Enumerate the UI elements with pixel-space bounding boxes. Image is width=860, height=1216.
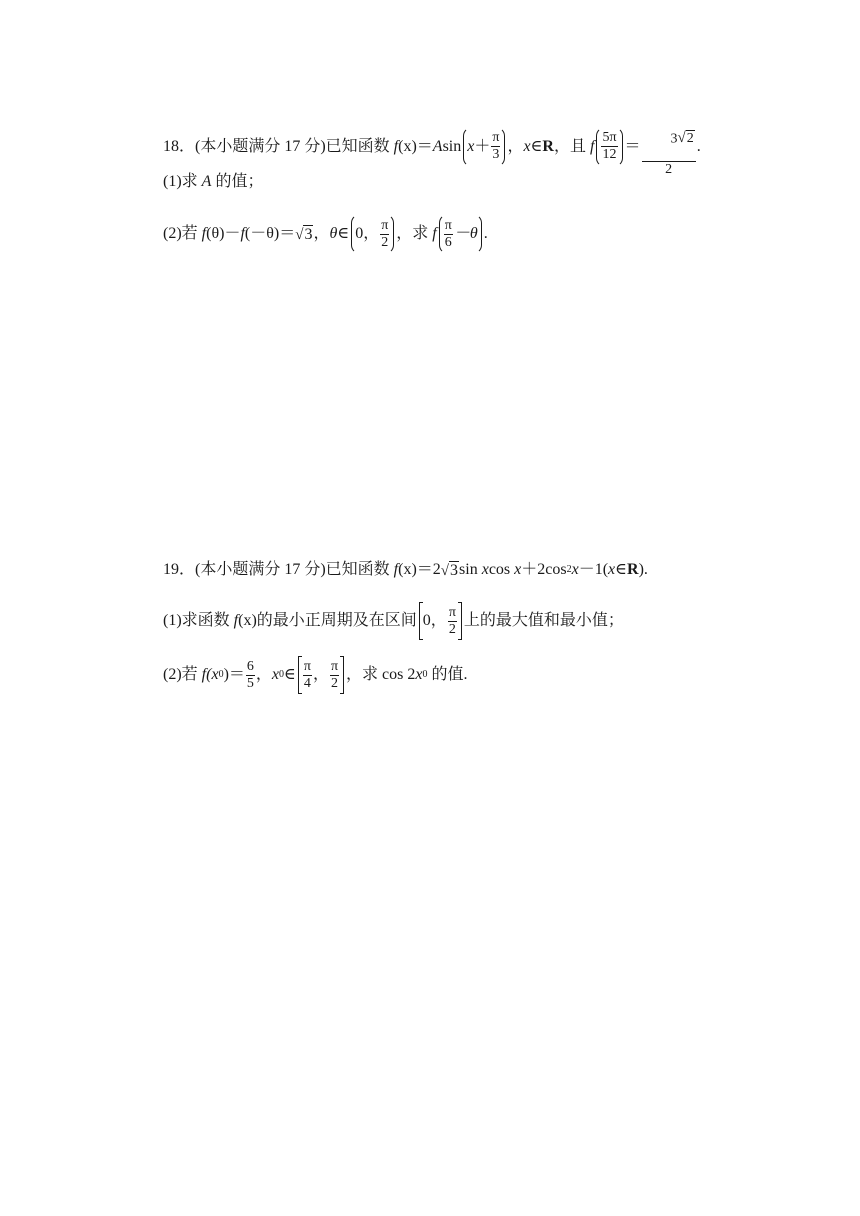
q18-2-theta3: θ bbox=[329, 225, 338, 242]
q18-2-sqrt3 bbox=[295, 225, 313, 244]
q18-2-f-arg bbox=[439, 214, 482, 254]
q18-5pi-over-12 bbox=[601, 131, 617, 162]
radical-icon: √ bbox=[295, 227, 304, 244]
q18-frac-num: π bbox=[492, 130, 500, 146]
q18-frac2-num: 5π bbox=[602, 130, 617, 146]
sqrt-sign bbox=[678, 130, 695, 146]
q19-2-text-b: ，求 cos 2 bbox=[346, 666, 416, 683]
q19-2-sub0c: 0 bbox=[422, 669, 428, 680]
q19-x2: x bbox=[514, 561, 522, 578]
q18-pi-over-3 bbox=[491, 131, 500, 162]
q19-2-x0a: (x bbox=[206, 666, 219, 683]
bracket-corner bbox=[298, 656, 302, 657]
q19-part2 bbox=[163, 656, 468, 694]
q19-2-frac2-num: π bbox=[303, 658, 311, 674]
q19-cos: cos bbox=[488, 561, 515, 578]
q19-x1: x bbox=[481, 561, 489, 578]
bracket-corner bbox=[340, 693, 344, 694]
q19-2-sub0b: 0 bbox=[279, 669, 285, 680]
q18-sin: sin bbox=[442, 137, 462, 155]
q18-1-text-a: (1)求 bbox=[163, 173, 202, 190]
q18-radicand: 2 bbox=[686, 131, 694, 146]
q18-x-in: x bbox=[523, 137, 531, 155]
q19-body-c: －1( bbox=[578, 561, 609, 578]
q18-2-f1: f bbox=[201, 225, 207, 242]
q19-1-pi-over-2 bbox=[448, 606, 457, 637]
q18-2-period: . bbox=[483, 225, 488, 242]
q18-2-frac-num: π bbox=[381, 217, 389, 233]
q19-1-frac-den: 2 bbox=[448, 621, 456, 637]
q18-2-pi-over-2 bbox=[380, 219, 389, 250]
q19-R: R bbox=[627, 561, 639, 578]
radical-icon: √ bbox=[440, 563, 450, 580]
q18-2-theta1: (θ)－ bbox=[206, 225, 241, 242]
q18-value-frac bbox=[642, 116, 696, 177]
q18-2-interval bbox=[351, 214, 394, 254]
q18-1-text-b: 的值； bbox=[211, 173, 264, 190]
q19-end: ). bbox=[638, 561, 648, 578]
q18-2-radicand: 3 bbox=[304, 225, 313, 243]
bracket-corner bbox=[458, 602, 462, 603]
q19-2-sub0a: 0 bbox=[218, 669, 224, 680]
q18-f-arg-paren bbox=[596, 127, 622, 167]
q19-1-text-c: 上的最大值和最小值； bbox=[463, 612, 624, 629]
q18-2-zero: 0， bbox=[355, 225, 380, 242]
radical-icon: √ bbox=[677, 130, 686, 147]
q19-part1 bbox=[163, 602, 624, 640]
q18-f: f bbox=[393, 137, 399, 155]
q18-2-frac2-num: π bbox=[444, 217, 452, 233]
q19-x3: x bbox=[571, 561, 579, 578]
q18-value-three: 3 bbox=[670, 131, 678, 147]
q19-2-in: ∈ bbox=[284, 666, 296, 683]
q19-1-zero: 0， bbox=[422, 612, 447, 629]
q19-prefix: 19．(本小题满分 17 分)已知函数 bbox=[163, 561, 394, 578]
q18-R: R bbox=[542, 137, 554, 155]
q18-comma: ， bbox=[507, 137, 524, 155]
q19-2-frac3-num: π bbox=[330, 658, 339, 674]
q18-part2 bbox=[163, 214, 488, 254]
q19-1-text-a: (1)求函数 bbox=[163, 612, 234, 629]
q19-x-eq: (x)＝2 bbox=[398, 561, 441, 578]
q18-arg-x: x bbox=[467, 137, 475, 155]
q19-2-frac-num: 6 bbox=[246, 658, 254, 674]
q19-square: 2 bbox=[566, 564, 572, 575]
q18-frac-den: 3 bbox=[492, 147, 500, 163]
q18-frac2-den: 12 bbox=[602, 147, 617, 163]
q18-2-frac2-den: 6 bbox=[444, 234, 452, 250]
bracket-corner bbox=[340, 656, 344, 657]
q18-value-num bbox=[642, 116, 696, 161]
q19-2-text-c: 的值. bbox=[427, 666, 468, 683]
q18-2-f2: f bbox=[240, 225, 245, 242]
q18-x-paren: (x)＝ bbox=[398, 137, 433, 155]
q18-2-pi-over-6 bbox=[444, 219, 453, 250]
q18-2-minus-theta: －θ bbox=[453, 225, 478, 242]
q19-2-x0b: )＝ bbox=[223, 666, 245, 683]
q18-2-f3: f bbox=[432, 225, 437, 242]
q19-sqrt3 bbox=[441, 561, 459, 580]
q18-A: A bbox=[432, 137, 443, 155]
q19-1-x: (x) bbox=[238, 612, 257, 629]
q19-2-text-a: (2)若 bbox=[163, 666, 202, 683]
q19-1-f: f bbox=[233, 612, 239, 629]
q19-2-six-fifths bbox=[246, 660, 255, 691]
q19-2-x0: x bbox=[271, 666, 280, 683]
q18-arg-paren bbox=[463, 127, 505, 167]
q19-1-interval bbox=[419, 602, 462, 640]
q19-2-frac-den: 5 bbox=[246, 675, 254, 691]
q18-qie: ，且 bbox=[553, 137, 590, 155]
q18-2-comma: ， bbox=[313, 225, 330, 242]
q19-sin: sin bbox=[459, 561, 482, 578]
q19-in: ∈ bbox=[615, 561, 627, 578]
q18-2-frac-den: 2 bbox=[381, 234, 389, 250]
q19-f: f bbox=[393, 561, 399, 578]
q18-part1 bbox=[163, 171, 263, 193]
q19-2-pi-over-2 bbox=[330, 660, 339, 691]
q18-2-text-a: (2)若 bbox=[163, 225, 202, 242]
bracket-corner bbox=[419, 602, 423, 603]
q19-2-comma: ， bbox=[255, 666, 272, 683]
q19-2-interval bbox=[298, 656, 344, 694]
q18-prefix: 18．(本小题满分 17 分)已知函数 bbox=[163, 137, 394, 155]
q19-2-frac3-den: 2 bbox=[331, 675, 338, 691]
q19-2-x0c: x bbox=[415, 666, 423, 683]
q18-f2: f bbox=[590, 137, 595, 155]
q19-2-f: f bbox=[201, 666, 207, 683]
q18-eq: ＝ bbox=[624, 137, 641, 155]
q19-2-frac2-den: 4 bbox=[303, 675, 311, 691]
q19-2-pi-over-4 bbox=[303, 660, 312, 691]
q18-period: . bbox=[696, 137, 701, 155]
q18-2-in: ∈ bbox=[337, 225, 350, 242]
q18-2-qiu: ，求 bbox=[396, 225, 433, 242]
bracket-corner bbox=[419, 639, 423, 640]
q18-2-theta2: (－θ)＝ bbox=[244, 225, 296, 242]
q19-stem bbox=[163, 559, 648, 581]
bracket-corner bbox=[458, 639, 462, 640]
q18-plus: ＋ bbox=[474, 137, 491, 155]
q18-in: ∈ bbox=[530, 137, 543, 155]
q19-radicand: 3 bbox=[450, 561, 459, 579]
q19-x4: x bbox=[608, 561, 616, 578]
q18-stem bbox=[163, 116, 701, 177]
q19-1-text-b: 的最小正周期及在区间 bbox=[256, 612, 417, 629]
q19-2-sep: ， bbox=[312, 666, 329, 683]
q19-1-frac-num: π bbox=[448, 604, 456, 620]
bracket-corner bbox=[298, 693, 302, 694]
q18-value-den: 2 bbox=[665, 162, 673, 178]
q18-1-A: A bbox=[201, 173, 212, 190]
q19-body-b: ＋2cos bbox=[521, 561, 567, 578]
